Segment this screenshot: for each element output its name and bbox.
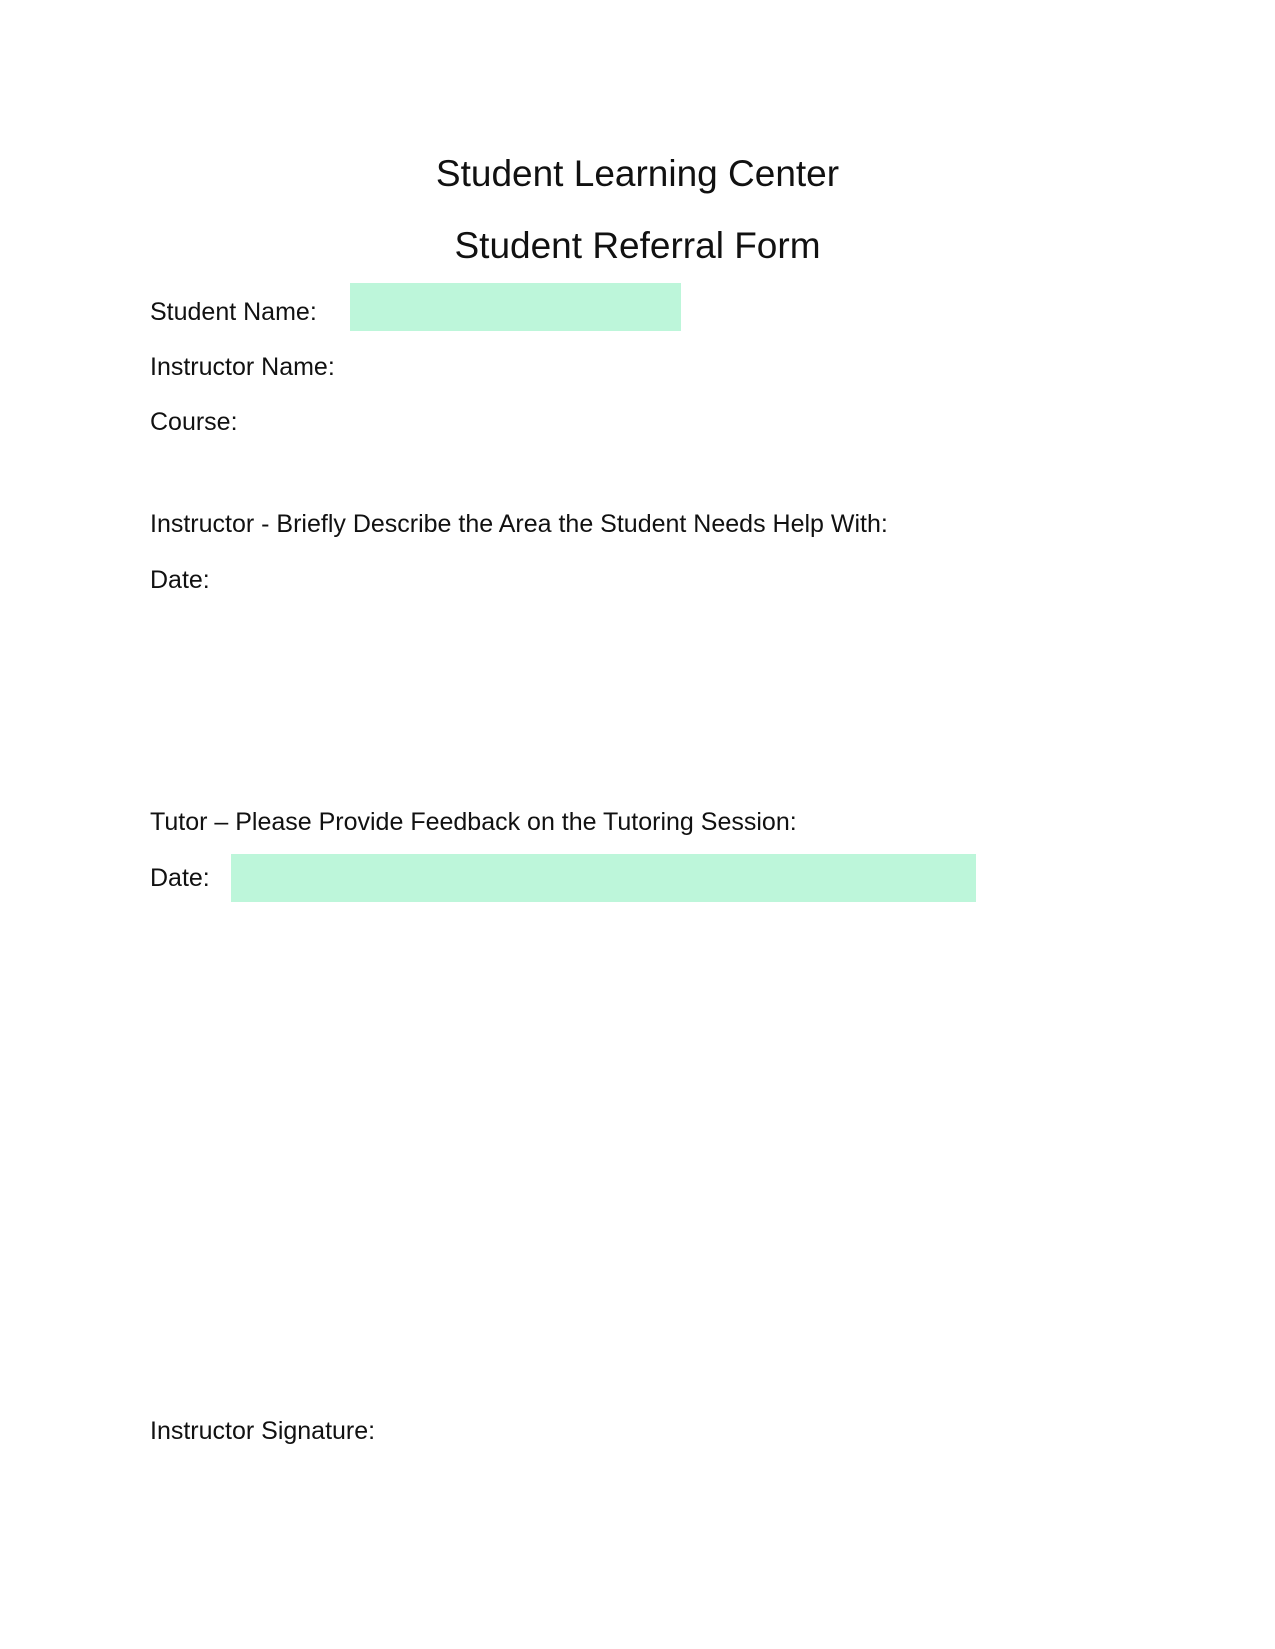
page-title-line1: Student Learning Center: [435, 153, 840, 194]
instructor-name-label: Instructor Name:: [150, 353, 335, 381]
tutor-feedback-label: Tutor – Please Provide Feedback on the Tutoring Session:: [150, 808, 797, 836]
instructor-signature-label: Instructor Signature:: [150, 1417, 376, 1445]
page-title-line2: Student Referral Form: [454, 225, 821, 266]
course-label: Course:: [150, 408, 238, 436]
tutor-date-field[interactable]: [231, 854, 976, 902]
student-name-field[interactable]: [350, 283, 681, 331]
instructor-date-label: Date:: [150, 566, 210, 594]
student-name-label: Student Name:: [150, 298, 317, 326]
tutor-date-label: Date:: [150, 864, 210, 892]
instructor-help-description-label: Instructor - Briefly Describe the Area the Student Needs Help With:: [150, 510, 888, 538]
